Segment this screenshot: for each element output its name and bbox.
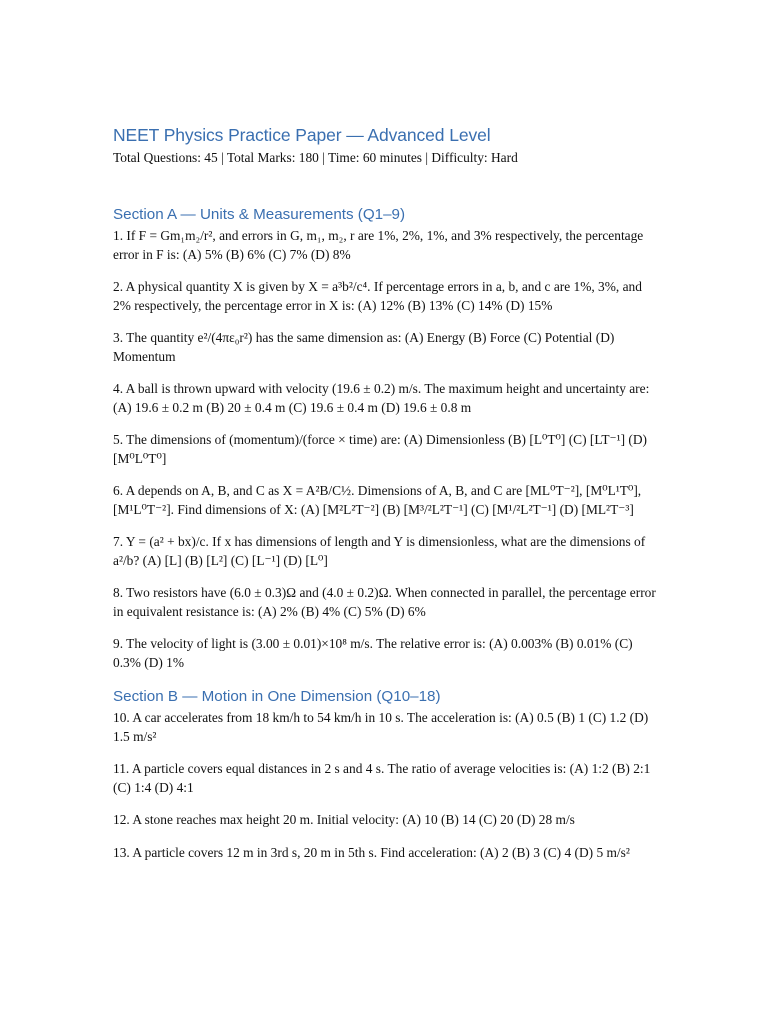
question-item: 3. The quantity e²/(4πε₀r²) has the same dimension as: (A) Energy (B) Force (C) Potential (D) Momentum bbox=[113, 330, 615, 364]
question-item: 6. A depends on A, B, and C as X = A²B/C½. Dimensions of A, B, and C are [ML⁰T⁻²], [M⁰L¹T⁰], [M¹L⁰T⁻²]. Find dimensions of X: (A) [M²L²T⁻²] (B) [M³/²L²T⁻¹] (C) [M¹/²L²T⁻¹] (D) [ML²T⁻³] bbox=[113, 483, 642, 517]
question-item: 10. A car accelerates from 18 km/h to 54 km/h in 10 s. The acceleration is: (A) 0.5 (B) 1 (C) 1.2 (D) 1.5 m/s² bbox=[113, 710, 649, 744]
question-item: 1. If F = Gm₁m₂/r², and errors in G, m₁, m₂, r are 1%, 2%, 1%, and 3% respectively, the percentage error in F is: (A) 5% (B) 6% (C) 7% (D) 8% bbox=[113, 228, 644, 262]
document-meta: Total Questions: 45 | Total Marks: 180 | Time: 60 minutes | Difficulty: Hard bbox=[113, 150, 518, 165]
question-item: 11. A particle covers equal distances in 2 s and 4 s. The ratio of average velocities is: (A) 1:2 (B) 2:1 (C) 1:4 (D) 4:1 bbox=[113, 761, 651, 795]
question-item: 2. A physical quantity X is given by X = a³b²/c⁴. If percentage errors in a, b, and c are 1%, 3%, and 2% respectively, the percentage error in X is: (A) 12% (B) 13% (C) 14% (D) 15% bbox=[113, 279, 642, 313]
section-a bbox=[113, 205, 658, 672]
question-item: 13. A particle covers 12 m in 3rd s, 20 m in 5th s. Find acceleration: (A) 2 (B) 3 (C) 4 (D) 5 m/s² bbox=[113, 844, 630, 860]
question-item: 9. The velocity of light is (3.00 ± 0.01)×10⁸ m/s. The relative error is: (A) 0.003% (B) 0.01% (C) 0.3% (D) 1% bbox=[113, 636, 633, 670]
section-heading: Section B — Motion in One Dimension (Q10–18) bbox=[113, 688, 441, 705]
question-item: 8. Two resistors have (6.0 ± 0.3)Ω and (4.0 ± 0.2)Ω. When connected in parallel, the percentage error in equivalent resistance is: (A) 2% (B) 4% (C) 5% (D) 6% bbox=[113, 585, 656, 619]
section-heading: Section A — Units & Measurements (Q1–9) bbox=[113, 206, 406, 223]
document-page bbox=[113, 124, 658, 862]
document-title: NEET Physics Practice Paper — Advanced Level bbox=[113, 125, 491, 145]
section-b bbox=[113, 687, 658, 862]
question-item: 4. A ball is thrown upward with velocity (19.6 ± 0.2) m/s. The maximum height and uncertainty are: (A) 19.6 ± 0.2 m (B) 20 ± 0.4 m (C) 19.6 ± 0.4 m (D) 19.6 ± 0.8 m bbox=[113, 381, 650, 415]
question-item: 12. A stone reaches max height 20 m. Initial velocity: (A) 10 (B) 14 (C) 20 (D) 28 m/s bbox=[113, 812, 575, 827]
question-item: 5. The dimensions of (momentum)/(force × time) are: (A) Dimensionless (B) [L⁰T⁰] (C) [LT⁻¹] (D) [M⁰L⁰T⁰] bbox=[113, 432, 647, 466]
question-item: 7. Y = (a² + bx)/c. If x has dimensions of length and Y is dimensionless, what are the dimensions of a²/b? (A) [L] (B) [L²] (C) [L⁻¹] (D) [L⁰] bbox=[113, 534, 646, 568]
